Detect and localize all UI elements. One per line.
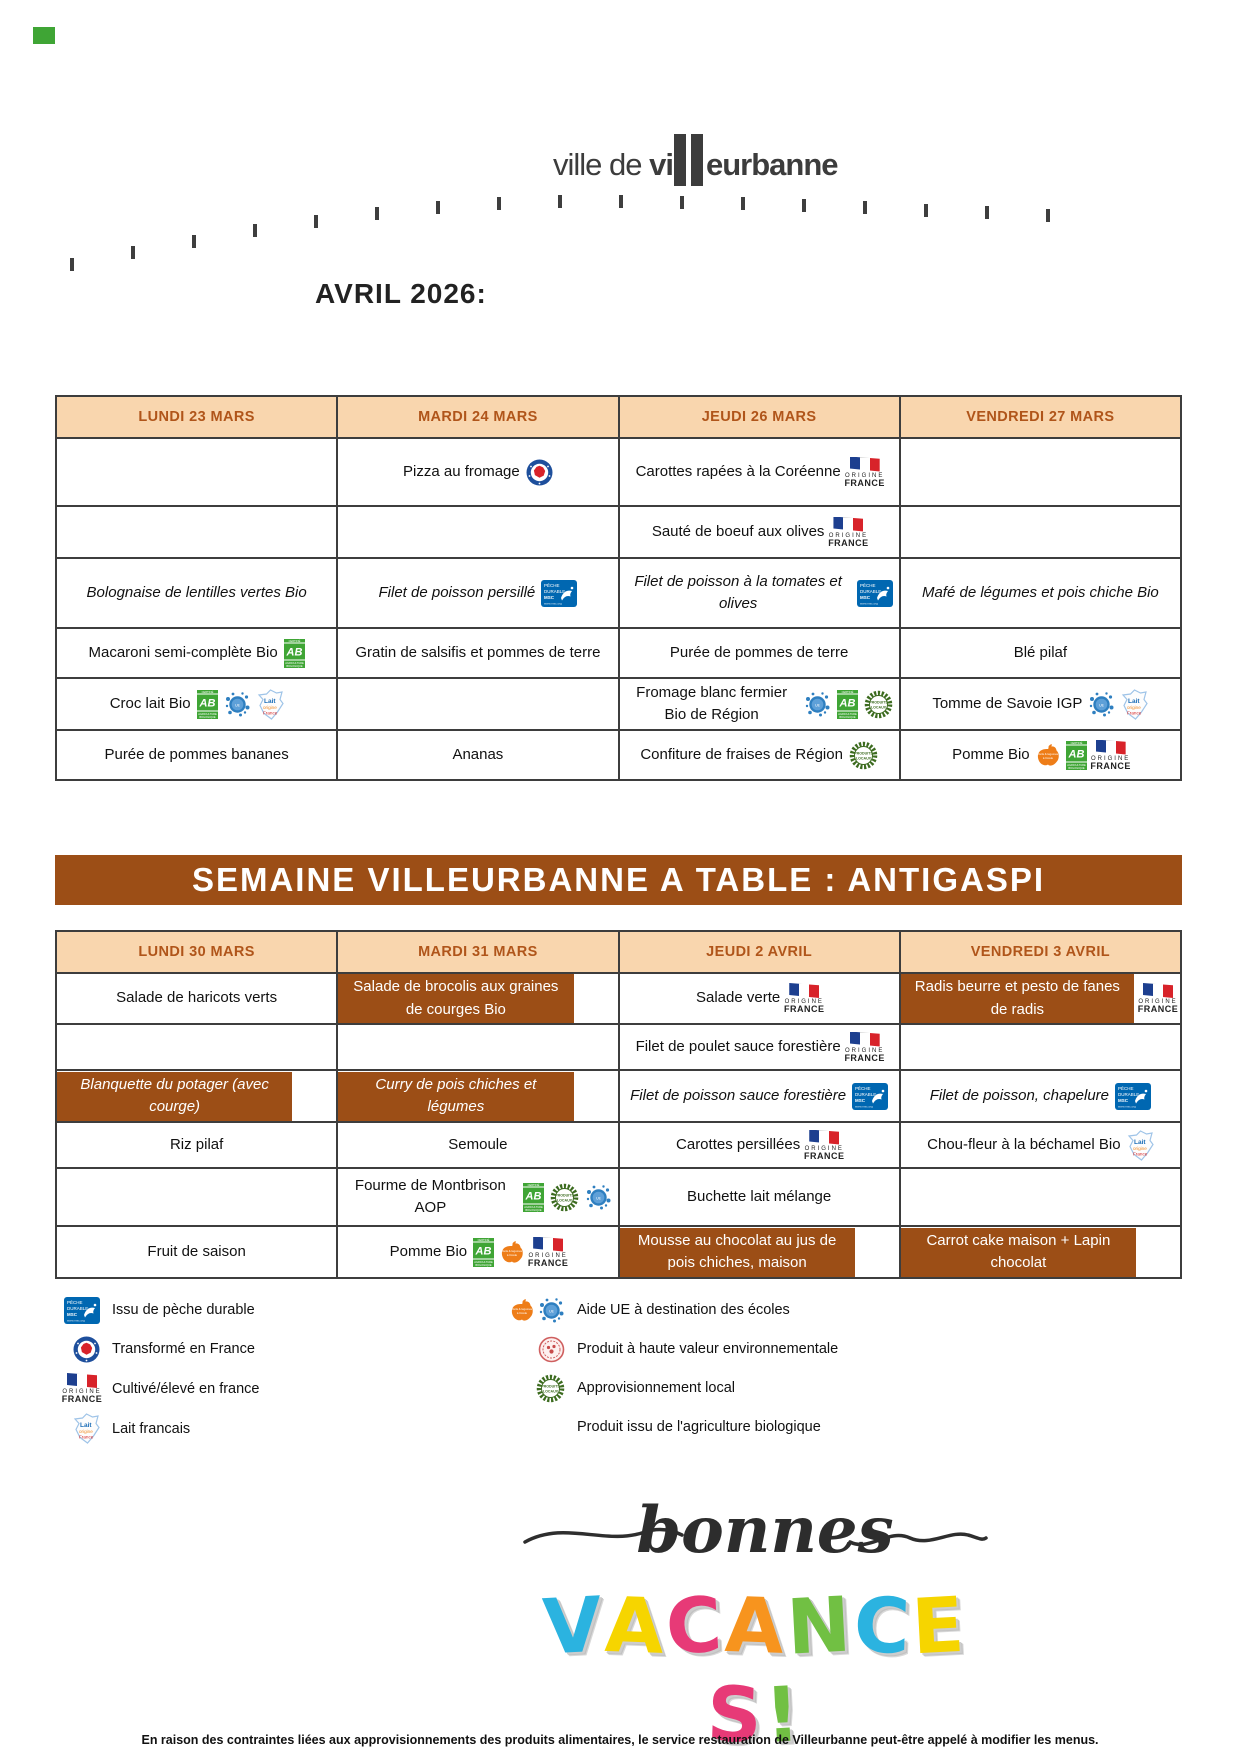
dish-label: Blé pilaf	[1013, 643, 1068, 661]
menu-cell	[900, 558, 1181, 628]
dish-label: Filet de poisson à la tomates et olives	[634, 572, 842, 612]
menu-cell	[56, 1070, 337, 1122]
menu-cell	[56, 506, 337, 558]
origine-france-icon: ORIGINE FRANCE	[64, 1373, 100, 1404]
menu-cell	[56, 1122, 337, 1168]
svg-text:AB: AB	[1068, 748, 1085, 760]
bonnes-script	[520, 1480, 990, 1585]
legend-item	[503, 1373, 838, 1403]
svg-text:CERTIFIÉ: CERTIFIÉ	[527, 1183, 539, 1187]
menu-table-week1	[55, 395, 1182, 781]
dish-label: Purée de pommes bananes	[104, 745, 289, 763]
svg-text:UE: UE	[549, 1309, 554, 1313]
svg-text:DURABLE: DURABLE	[67, 1305, 89, 1311]
svg-text:LOCAUX: LOCAUX	[542, 1389, 559, 1393]
dish-label: Confiture de fraises de Région	[640, 745, 843, 763]
svg-text:CERTIFIÉ: CERTIFIÉ	[201, 690, 213, 694]
menu-cell	[56, 1024, 337, 1070]
menu-cell	[337, 1226, 618, 1278]
menu-cell	[900, 1168, 1181, 1226]
highlight-box	[901, 1228, 1136, 1277]
dish-label: Filet de poisson persillé	[378, 583, 536, 601]
dish-label: Buchette lait mélange	[686, 1187, 832, 1205]
svg-text:UE: UE	[595, 1196, 601, 1200]
svg-text:France: France	[1127, 710, 1142, 715]
svg-text:France: France	[262, 710, 277, 715]
vacances-letter: A	[602, 1579, 668, 1672]
svg-text:France: France	[79, 1434, 94, 1440]
legend-icon-group	[503, 1297, 565, 1324]
peche-durable-msc-icon	[1115, 1083, 1151, 1110]
legend-label: Cultivé/élevé en france	[112, 1380, 260, 1397]
day-header: LUNDI 30 MARS	[56, 931, 337, 973]
dish-label: Blanquette du potager (avec courge)	[80, 1075, 269, 1115]
origine-france-icon: ORIGINE FRANCE	[847, 1032, 883, 1063]
ab-bio-icon	[197, 690, 218, 719]
menu-cell	[619, 1226, 900, 1278]
menu-cell	[337, 506, 618, 558]
menu-cell	[619, 1168, 900, 1226]
menu-cell	[900, 1070, 1181, 1122]
highlight-box	[620, 1228, 855, 1277]
peche-durable-msc-icon	[852, 1083, 888, 1110]
svg-text:PRODUITS: PRODUITS	[541, 1384, 560, 1388]
menu-cell	[619, 438, 900, 506]
svg-text:UE: UE	[814, 703, 820, 707]
dish-label: Carottes persillées	[676, 1135, 801, 1153]
highlight-box	[338, 974, 573, 1023]
logo-space	[642, 149, 650, 180]
svg-text:Lait: Lait	[1133, 1138, 1146, 1146]
tick-mark	[436, 201, 440, 214]
aide-ue-ecoles-icon	[804, 691, 831, 718]
legend-label: Aide UE à destination des écoles	[577, 1302, 790, 1318]
menu-cell	[619, 558, 900, 628]
menu-cell	[900, 1226, 1181, 1278]
svg-text:PÊCHE: PÊCHE	[855, 1085, 871, 1091]
day-header: MARDI 24 MARS	[337, 396, 618, 438]
dish-label: Pomme Bio	[389, 1242, 468, 1260]
svg-text:BIOLOGIQUE: BIOLOGIQUE	[198, 715, 216, 719]
day-header: JEUDI 2 AVRIL	[619, 931, 900, 973]
svg-text:LOCAUX: LOCAUX	[855, 756, 872, 760]
svg-text:origine: origine	[1127, 704, 1142, 710]
svg-text:à l'école: à l'école	[507, 1253, 518, 1257]
svg-text:AGRICULTURE: AGRICULTURE	[1066, 763, 1086, 767]
highlight-box	[338, 1072, 573, 1121]
tick-mark	[680, 196, 684, 209]
dish-label: Carrot cake maison + Lapin chocolat	[926, 1231, 1111, 1271]
origine-france-icon: ORIGINE FRANCE	[1093, 740, 1129, 771]
svg-text:Lait: Lait	[80, 1422, 92, 1429]
transforme-en-france-icon	[73, 1336, 100, 1363]
svg-text:LOCAUX: LOCAUX	[870, 705, 886, 709]
svg-text:PÊCHE: PÊCHE	[67, 1299, 83, 1305]
svg-text:CERTIFIÉ: CERTIFIÉ	[288, 639, 301, 643]
menu-cell	[337, 973, 618, 1024]
menu-cell	[56, 628, 337, 678]
legend-label: Transformé en France	[112, 1341, 255, 1357]
menu-cell	[619, 678, 900, 730]
svg-text:AGRICULTURE: AGRICULTURE	[523, 1205, 543, 1209]
produits-locaux-icon	[536, 1374, 565, 1403]
day-header: VENDREDI 27 MARS	[900, 396, 1181, 438]
svg-text:à l'école: à l'école	[516, 1311, 528, 1315]
highlight-box	[57, 1072, 292, 1121]
dish-label: Filet de poisson, chapelure	[929, 1086, 1110, 1104]
legend-item	[503, 1334, 838, 1364]
dish-label: Sauté de boeuf aux olives	[651, 522, 825, 540]
menu-cell	[56, 973, 337, 1024]
origine-france-icon: ORIGINE FRANCE	[847, 457, 883, 488]
lait-origine-france-icon	[73, 1413, 100, 1444]
aide-ue-ecoles-icon	[585, 1184, 612, 1211]
aide-ue-ecoles-icon	[538, 1297, 565, 1324]
dish-label: Fruit de saison	[147, 1242, 246, 1260]
vacances-letter: N	[784, 1579, 856, 1672]
antigaspi-banner	[55, 855, 1182, 905]
legend-item	[60, 1295, 260, 1325]
produits-locaux-icon	[550, 1183, 579, 1212]
svg-text:BIOLOGIQUE: BIOLOGIQUE	[839, 715, 856, 719]
menu-cell	[337, 730, 618, 780]
svg-text:LOCAUX: LOCAUX	[556, 1198, 572, 1202]
vacances-letter: !	[762, 1669, 806, 1760]
menu-cell	[619, 506, 900, 558]
tick-mark	[375, 207, 379, 220]
corner-mark	[33, 27, 55, 44]
svg-text:DURABLE: DURABLE	[544, 588, 566, 594]
menu-cell	[337, 1024, 618, 1070]
dish-label: Purée de pommes de terre	[669, 643, 849, 661]
origine-france-icon: ORIGINE FRANCE	[786, 983, 822, 1014]
menu-cell	[900, 438, 1181, 506]
legend-icon-group	[503, 1336, 565, 1363]
dish-label: Pomme Bio	[952, 745, 1030, 763]
dish-label: Semoule	[448, 1135, 508, 1153]
svg-text:AB: AB	[839, 697, 856, 709]
menu-cell	[619, 1070, 900, 1122]
svg-text:BIOLOGIQUE: BIOLOGIQUE	[286, 664, 303, 668]
svg-text:BIOLOGIQUE: BIOLOGIQUE	[1067, 766, 1085, 770]
dish-label: Fourme de Montbrison AOP	[354, 1176, 506, 1216]
lait-origine-france-icon	[257, 689, 284, 720]
menu-cell	[56, 438, 337, 506]
dish-label: Bolognaise de lentilles vertes Bio	[86, 583, 307, 601]
svg-text:CERTIFIÉ: CERTIFIÉ	[841, 690, 854, 694]
svg-text:MSC: MSC	[544, 594, 555, 600]
dish-label: Radis beurre et pesto de fanes de radis	[914, 978, 1120, 1018]
legend-column-left	[60, 1295, 260, 1444]
svg-text:France: France	[1132, 1151, 1147, 1156]
legend-item	[60, 1334, 260, 1364]
tick-mark	[924, 204, 928, 217]
svg-text:PÊCHE: PÊCHE	[544, 582, 560, 588]
ab-bio-icon	[284, 639, 305, 668]
transforme-en-france-icon	[526, 459, 553, 486]
ville-de-villeurbanne-logo	[553, 134, 838, 180]
menu-cell	[619, 628, 900, 678]
tick-mark	[619, 195, 623, 208]
dish-label: Riz pilaf	[169, 1135, 224, 1153]
page-title: AVRIL 2026:	[315, 278, 487, 309]
svg-text:Lait: Lait	[263, 697, 276, 705]
bonnes-vacances-artwork	[520, 1480, 990, 1759]
menu-cell	[619, 1122, 900, 1168]
svg-text:origine: origine	[1132, 1145, 1147, 1151]
peche-durable-msc-icon	[541, 580, 577, 607]
tick-mark	[192, 235, 196, 248]
menu-cell	[337, 558, 618, 628]
lait-origine-france-icon	[1127, 1130, 1154, 1161]
svg-text:MSC: MSC	[67, 1311, 77, 1317]
svg-text:AGRICULTURE: AGRICULTURE	[197, 712, 217, 716]
legend-icon-group	[60, 1297, 100, 1324]
svg-text:www.msc.org: www.msc.org	[67, 1318, 85, 1322]
svg-text:CERTIFIÉ: CERTIFIÉ	[1070, 741, 1083, 745]
legend-column-right	[503, 1295, 838, 1442]
svg-text:AB: AB	[475, 1245, 492, 1257]
day-header: JEUDI 26 MARS	[619, 396, 900, 438]
dish-label: Salade de brocolis aux graines de courges Bio	[353, 978, 559, 1018]
vacances-letter: V	[540, 1579, 607, 1672]
svg-text:DURABLE: DURABLE	[1118, 1091, 1140, 1097]
menu-cell	[56, 678, 337, 730]
dish-label: Chou-fleur à la béchamel Bio	[927, 1135, 1121, 1153]
menu-cell	[56, 1168, 337, 1226]
svg-text:DURABLE: DURABLE	[859, 588, 882, 594]
svg-text:UE: UE	[1099, 703, 1105, 707]
footer-disclaimer: En raison des contraintes liées aux approvisionnements des produits alimentaires, le service restauration de Villeurbanne peut-être appelé à modifier les menus.	[141, 1733, 1099, 1747]
banner-text: SEMAINE VILLEURBANNE A TABLE : ANTIGASPI	[191, 861, 1046, 898]
vacances-letter: C	[852, 1580, 914, 1671]
lait-origine-france-icon	[1121, 689, 1148, 720]
tick-mark	[497, 197, 501, 210]
dish-label: Tomme de Savoie IGP	[932, 694, 1083, 712]
tick-mark	[314, 215, 318, 228]
svg-text:BIOLOGIQUE: BIOLOGIQUE	[475, 1263, 492, 1267]
tick-mark	[70, 258, 74, 271]
svg-text:PÊCHE: PÊCHE	[859, 582, 876, 588]
vacances-letter: A	[723, 1579, 789, 1672]
tick-mark	[802, 199, 806, 212]
svg-text:origine: origine	[79, 1429, 93, 1434]
menu-cell	[56, 558, 337, 628]
svg-text:fruits & légumes: fruits & légumes	[502, 1249, 523, 1253]
svg-text:AGRICULTURE: AGRICULTURE	[285, 661, 304, 665]
logo-double-bar-icon	[674, 134, 703, 186]
menu-cell	[337, 1168, 618, 1226]
vacances-letter: E	[910, 1579, 970, 1672]
day-header: MARDI 31 MARS	[337, 931, 618, 973]
menu-cell	[56, 730, 337, 780]
dish-label: Macaroni semi-complète Bio	[88, 643, 278, 661]
origine-france-icon: ORIGINE FRANCE	[1140, 983, 1176, 1014]
produits-locaux-icon	[849, 741, 878, 770]
svg-text:MSC: MSC	[855, 1097, 866, 1103]
logo-text-bold-start: vi	[649, 147, 673, 182]
menu-cell	[619, 973, 900, 1024]
ab-bio-icon	[473, 1238, 494, 1267]
svg-text:www.msc.org: www.msc.org	[859, 601, 878, 605]
dish-label: Carottes rapées à la Coréenne	[635, 462, 841, 480]
menu-cell	[900, 1024, 1181, 1070]
svg-text:à l'école: à l'école	[1042, 756, 1053, 760]
legend-icon-group	[503, 1374, 565, 1403]
legend-icon-group	[60, 1336, 100, 1363]
tick-mark	[985, 206, 989, 219]
svg-text:Lait: Lait	[1128, 697, 1140, 705]
menu-cell	[900, 678, 1181, 730]
fruits-legumes-ecole-icon	[510, 1297, 534, 1324]
tick-mark	[863, 201, 867, 214]
svg-text:www.msc.org: www.msc.org	[1118, 1104, 1136, 1108]
svg-text:AB: AB	[525, 1190, 541, 1202]
menu-cell	[619, 730, 900, 780]
origine-france-icon: ORIGINE FRANCE	[530, 1237, 566, 1268]
menu-cell	[900, 1122, 1181, 1168]
svg-text:MSC: MSC	[1118, 1097, 1129, 1103]
highlight-box	[901, 974, 1134, 1023]
legend-label: Approvisionnement local	[577, 1380, 735, 1396]
menu-cell	[900, 628, 1181, 678]
menu-table-week2	[55, 930, 1182, 1279]
aide-ue-ecoles-icon	[224, 691, 251, 718]
menu-cell	[900, 506, 1181, 558]
legend-icon-group	[60, 1413, 100, 1444]
svg-text:PRODUITS: PRODUITS	[868, 700, 888, 704]
tick-mark	[558, 195, 562, 208]
svg-text:PRODUITS: PRODUITS	[554, 1193, 574, 1197]
tick-mark	[1046, 209, 1050, 222]
tick-mark	[253, 224, 257, 237]
produits-locaux-icon	[864, 690, 893, 719]
svg-text:fruits & légumes: fruits & légumes	[1037, 752, 1058, 756]
origine-france-icon: ORIGINE FRANCE	[830, 517, 866, 548]
ab-bio-icon	[837, 690, 858, 719]
origine-france-icon: ORIGINE FRANCE	[806, 1130, 842, 1161]
svg-text:DURABLE: DURABLE	[855, 1091, 877, 1097]
menu-cell	[337, 1070, 618, 1122]
dish-label: Mafé de légumes et pois chiche Bio	[921, 583, 1159, 601]
tick-mark	[741, 197, 745, 210]
dish-label: Mousse au chocolat au jus de pois chiches, maison	[637, 1231, 837, 1271]
dish-label: Salade verte	[696, 989, 781, 1007]
aide-ue-ecoles-icon	[1088, 691, 1115, 718]
ab-bio-icon	[1066, 741, 1087, 770]
svg-text:origine: origine	[262, 704, 277, 710]
svg-text:www.msc.org: www.msc.org	[544, 601, 563, 605]
svg-text:PÊCHE: PÊCHE	[1118, 1085, 1134, 1091]
menu-cell	[619, 1024, 900, 1070]
menu-cell	[337, 678, 618, 730]
tick-mark	[131, 246, 135, 259]
vacances-letter: S	[705, 1669, 767, 1760]
legend-item	[60, 1413, 260, 1444]
svg-text:AB: AB	[286, 646, 303, 658]
logo-text-light: ville de	[553, 147, 642, 182]
menu-cell	[56, 1226, 337, 1278]
svg-text:AB: AB	[199, 697, 215, 709]
menu-cell	[900, 730, 1181, 780]
peche-durable-msc-icon	[64, 1297, 100, 1324]
dish-label: Gratin de salsifis et pommes de terre	[355, 643, 601, 661]
peche-durable-msc-icon	[857, 580, 893, 607]
legend-label: Produit à haute valeur environnementale	[577, 1341, 839, 1357]
dish-label: Curry de pois chiches et légumes	[375, 1075, 537, 1115]
dish-label: Filet de poulet sauce forestière	[635, 1037, 841, 1055]
svg-text:PRODUITS: PRODUITS	[854, 751, 873, 755]
dish-label: Fromage blanc fermier Bio de Région	[636, 683, 788, 723]
menu-cell	[337, 1122, 618, 1168]
fruits-legumes-ecole-icon	[500, 1239, 524, 1265]
legend-icon-group	[60, 1373, 103, 1404]
svg-text:BIOLOGIQUE: BIOLOGIQUE	[524, 1208, 542, 1212]
fruits-legumes-ecole-icon	[1036, 742, 1060, 768]
hve-icon	[538, 1336, 565, 1363]
svg-text:fruits & légumes: fruits & légumes	[511, 1307, 533, 1311]
vacances-letter: C	[664, 1579, 728, 1672]
menu-cell	[900, 973, 1181, 1024]
legend-item	[503, 1295, 838, 1325]
dish-label: Salade de haricots verts	[116, 989, 278, 1007]
svg-text:UE: UE	[234, 703, 240, 707]
legend-label: Issu de pèche durable	[112, 1302, 255, 1318]
dish-label: Ananas	[452, 745, 504, 763]
ab-bio-icon	[523, 1183, 544, 1212]
svg-text:AGRICULTURE: AGRICULTURE	[474, 1260, 493, 1264]
dish-label: Pizza au fromage	[403, 462, 520, 480]
dish-label: Croc lait Bio	[109, 694, 191, 712]
svg-text:MSC: MSC	[859, 594, 870, 600]
bonnes-word: bonnes	[636, 1493, 894, 1568]
dish-label: Filet de poisson sauce forestière	[630, 1086, 847, 1104]
day-header: LUNDI 23 MARS	[56, 396, 337, 438]
legend-item	[60, 1373, 260, 1404]
menu-cell	[337, 628, 618, 678]
legend-label: Produit issu de l'agriculture biologique	[577, 1419, 821, 1435]
legend-label: Lait francais	[112, 1420, 191, 1437]
svg-text:CERTIFIÉ: CERTIFIÉ	[477, 1238, 490, 1242]
day-header: VENDREDI 3 AVRIL	[900, 931, 1181, 973]
legend-item	[503, 1412, 838, 1442]
svg-text:www.msc.org: www.msc.org	[855, 1104, 873, 1108]
svg-text:AGRICULTURE: AGRICULTURE	[838, 712, 857, 716]
menu-cell	[337, 438, 618, 506]
logo-text-bold-end: eurbanne	[705, 147, 838, 182]
